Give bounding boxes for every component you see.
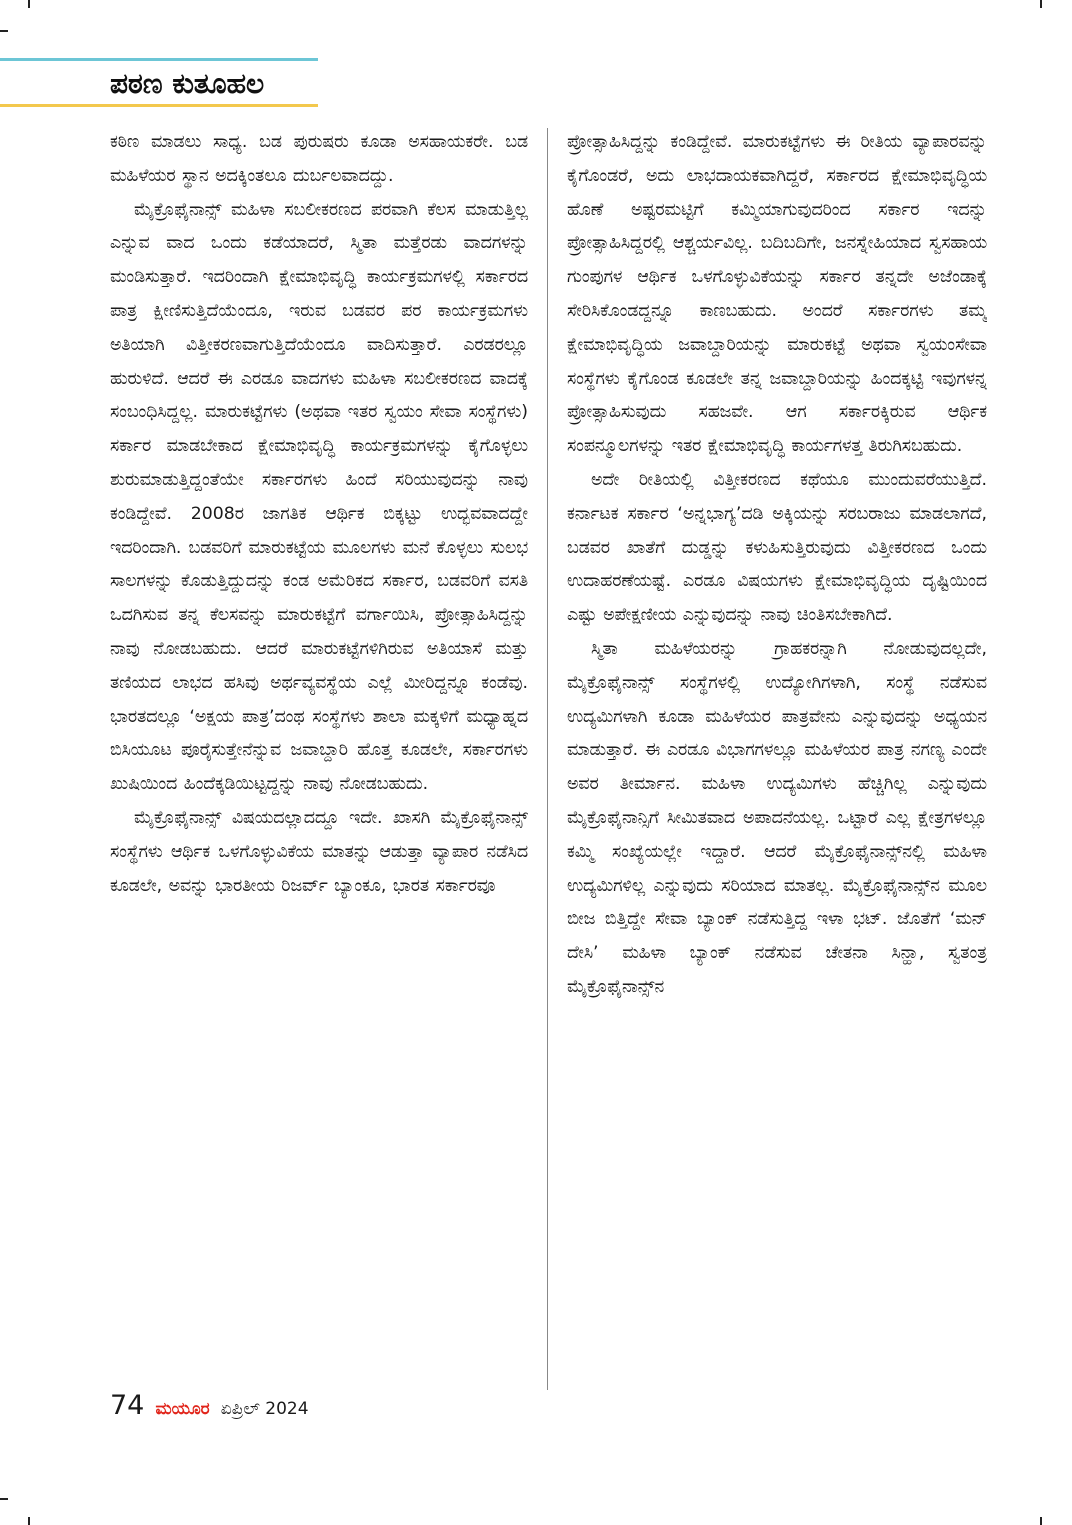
section-header (0, 58, 318, 108)
crop-mark-left-upper (0, 30, 8, 32)
section-title: ಪಠಣ ಕುತೂಹಲ (110, 67, 265, 100)
crop-mark-left-lower (0, 1498, 8, 1500)
crop-mark-top-left (28, 0, 30, 8)
crop-mark-bottom-left (28, 1517, 30, 1525)
section-rule-bottom (0, 104, 318, 107)
crop-mark-bottom-right (1040, 1517, 1042, 1525)
column-divider (547, 128, 548, 1390)
right-column (567, 126, 987, 1392)
left-paragraph-3: ಮೈಕ್ರೊಫೈನಾನ್ಸ್ ವಿಷಯದಲ್ಲಾದದ್ದೂ ಇದೇ. ಖಾಸಗಿ ಮೈಕ್ರೊಫೈನಾನ್ಸ್ ಸಂಸ್ಥೆಗಳು ಆರ್ಥಿಕ ಒಳಗೊಳ್ಳುವಿಕೆಯ ಮಾತನ್ನು ಆಡುತ್ತಾ ವ್ಯಾಪಾರ ನಡೆಸಿದ ಕೂಡಲೇ, ಅವನ್ನು ಭಾರತೀಯ ರಿಜರ್ವ್ ಬ್ಯಾಂಕೂ, ಭಾರತ ಸರ್ಕಾರವೂ (110, 807, 528, 896)
page-footer (110, 1390, 309, 1430)
left-paragraph-2: ಮೈಕ್ರೊಫೈನಾನ್ಸ್ ಮಹಿಳಾ ಸಬಲೀಕರಣದ ಪರವಾಗಿ ಕೆಲಸ ಮಾಡುತ್ತಿಲ್ಲ ಎನ್ನುವ ವಾದ ಒಂದು ಕಡೆಯಾದರೆ, ಸ್ಮಿತಾ ಮತ್ತೆರಡು ವಾದಗಳನ್ನು ಮಂಡಿಸುತ್ತಾರೆ. ಇದರಿಂದಾಗಿ ಕ್ಷೇಮಾಭಿವೃದ್ಧಿ ಕಾರ್ಯಕ್ರಮಗಳಲ್ಲಿ ಸರ್ಕಾರದ ಪಾತ್ರ ಕ್ಷೀಣಿಸುತ್ತಿದೆಯೆಂದೂ, ಇರುವ ಬಡವರ ಪರ ಕಾರ್ಯಕ್ರಮಗಳು ಅತಿಯಾಗಿ ವಿತ್ತೀಕರಣವಾಗುತ್ತಿದೆಯೆಂದೂ ವಾದಿಸುತ್ತಾರೆ. ಎರಡರಲ್ಲೂ ಹುರುಳಿದೆ. ಆದರೆ ಈ ಎರಡೂ ವಾದಗಳು ಮಹಿಳಾ ಸಬಲೀಕರಣದ ವಾದಕ್ಕೆ ಸಂಬಂಧಿಸಿದ್ದಲ್ಲ. ಮಾರುಕಟ್ಟೆಗಳು (ಅಥವಾ ಇತರ ಸ್ವಯಂ ಸೇವಾ ಸಂಸ್ಥೆಗಳು) ಸರ್ಕಾರ ಮಾಡಬೇಕಾದ ಕ್ಷೇಮಾಭಿವೃದ್ಧಿ ಕಾರ್ಯಕ್ರಮಗಳನ್ನು ಕೈಗೊಳ್ಳಲು ಶುರುಮಾಡುತ್ತಿದ್ದಂತೆಯೇ ಸರ್ಕಾರಗಳು ಹಿಂದೆ ಸರಿಯುವುದನ್ನು ನಾವು ಕಂಡಿದ್ದೇವೆ. 2008ರ ಜಾಗತಿಕ ಆರ್ಥಿಕ ಬಿಕ್ಕಟ್ಟು ಉದ್ಭವವಾದದ್ದೇ ಇದರಿಂದಾಗಿ. ಬಡವರಿಗೆ ಮಾರುಕಟ್ಟೆಯ ಮೂಲಗಳು ಮನೆ ಕೊಳ್ಳಲು ಸುಲಭ ಸಾಲಗಳನ್ನು ಕೊಡುತ್ತಿದ್ದುದನ್ನು ಕಂಡ ಅಮೆರಿಕದ ಸರ್ಕಾರ, ಬಡವರಿಗೆ ವಸತಿ ಒದಗಿಸುವ ತನ್ನ ಕೆಲಸವನ್ನು ಮಾರುಕಟ್ಟೆಗೆ ವರ್ಗಾಯಿಸಿ, ಪ್ರೋತ್ಸಾಹಿಸಿದ್ದನ್ನು ನಾವು ನೋಡಬಹುದು. ಆದರೆ ಮಾರುಕಟ್ಟೆಗಳಿಗಿರುವ ಅತಿಯಾಸೆ ಮತ್ತು ತಣಿಯದ ಲಾಭದ ಹಸಿವು ಅರ್ಥವ್ಯವಸ್ಥೆಯ ಎಲ್ಲೆ ಮೀರಿದ್ದನ್ನೂ ಕಂಡೆವು. ಭಾರತದಲ್ಲೂ ‘ಅಕ್ಷಯ ಪಾತ್ರ’ದಂಥ ಸಂಸ್ಥೆಗಳು ಶಾಲಾ ಮಕ್ಕಳಿಗೆ ಮಧ್ಯಾಹ್ನದ ಬಿಸಿಯೂಟ ಪೂರೈಸುತ್ತೇನೆನ್ನುವ ಜವಾಬ್ದಾರಿ ಹೊತ್ತ ಕೂಡಲೇ, ಸರ್ಕಾರಗಳು ಖುಷಿಯಿಂದ ಹಿಂದೆಕ್ಕಡಿಯಿಟ್ಟದ್ದನ್ನು ನಾವು ನೋಡಬಹುದು. (110, 199, 528, 795)
section-rule-top (0, 58, 318, 61)
right-paragraph-2: ಅದೇ ರೀತಿಯಲ್ಲಿ ವಿತ್ತೀಕರಣದ ಕಥೆಯೂ ಮುಂದುವರೆಯುತ್ತಿದೆ. ಕರ್ನಾಟಕ ಸರ್ಕಾರ ‘ಅನ್ನಭಾಗ್ಯ’ದಡಿ ಅಕ್ಕಿಯನ್ನು ಸರಬರಾಜು ಮಾಡಲಾಗದೆ, ಬಡವರ ಖಾತೆಗೆ ದುಡ್ಡನ್ನು ಕಳುಹಿಸುತ್ತಿರುವುದು ವಿತ್ತೀಕರಣದ ಒಂದು ಉದಾಹರಣೆಯಷ್ಟೆ. ಎರಡೂ ವಿಷಯಗಳು ಕ್ಷೇಮಾಭಿವೃದ್ಧಿಯ ದೃಷ್ಟಿಯಿಂದ ಎಷ್ಟು ಅಪೇಕ್ಷಣೀಯ ಎನ್ನುವುದನ್ನು ನಾವು ಚಿಂತಿಸಬೇಕಾಗಿದೆ. (567, 469, 987, 626)
page-number: 74 (110, 1390, 145, 1421)
right-paragraph-1: ಪ್ರೋತ್ಸಾಹಿಸಿದ್ದನ್ನು ಕಂಡಿದ್ದೇವೆ. ಮಾರುಕಟ್ಟೆಗಳು ಈ ರೀತಿಯ ವ್ಯಾಪಾರವನ್ನು ಕೈಗೊಂಡರೆ, ಅದು ಲಾಭದಾಯಕವಾಗಿದ್ದರೆ, ಸರ್ಕಾರದ ಕ್ಷೇಮಾಭಿವೃದ್ಧಿಯ ಹೊಣೆ ಅಷ್ಟರಮಟ್ಟಿಗೆ ಕಮ್ಮಿಯಾಗುವುದರಿಂದ ಸರ್ಕಾರ ಇದನ್ನು ಪ್ರೋತ್ಸಾಹಿಸಿದ್ದರಲ್ಲಿ ಆಶ್ಚರ್ಯವಿಲ್ಲ. ಬದಿಬದಿಗೇ, ಜನಸ್ನೇಹಿಯಾದ ಸ್ವಸಹಾಯ ಗುಂಪುಗಳ ಆರ್ಥಿಕ ಒಳಗೊಳ್ಳುವಿಕೆಯನ್ನು ಸರ್ಕಾರ ತನ್ನದೇ ಅಜೆಂಡಾಕ್ಕೆ ಸೇರಿಸಿಕೊಂಡದ್ದನ್ನೂ ಕಾಣಬಹುದು. ಅಂದರೆ ಸರ್ಕಾರಗಳು ತಮ್ಮ ಕ್ಷೇಮಾಭಿವೃದ್ಧಿಯ ಜವಾಬ್ದಾರಿಯನ್ನು ಮಾರುಕಟ್ಟೆ ಅಥವಾ ಸ್ವಯಂಸೇವಾ ಸಂಸ್ಥೆಗಳು ಕೈಗೊಂಡ ಕೂಡಲೇ ತನ್ನ ಜವಾಬ್ದಾರಿಯನ್ನು ಹಿಂದಕ್ಕಟ್ಟಿ ಇವುಗಳನ್ನ ಪ್ರೋತ್ಸಾಹಿಸುವುದು ಸಹಜವೇ. ಆಗ ಸರ್ಕಾರಕ್ಕಿರುವ ಆರ್ಥಿಕ ಸಂಪನ್ಮೂಲಗಳನ್ನು ಇತರ ಕ್ಷೇಮಾಭಿವೃದ್ಧಿ ಕಾರ್ಯಗಳತ್ತ ತಿರುಗಿಸಬಹುದು. (567, 132, 987, 457)
crop-mark-top-right (1040, 0, 1042, 8)
left-paragraph-1: ಕಠಿಣ ಮಾಡಲು ಸಾಧ್ಯ. ಬಡ ಪುರುಷರು ಕೂಡಾ ಅಸಹಾಯಕರೇ. ಬಡ ಮಹಿಳೆಯರ ಸ್ಥಾನ ಅದಕ್ಕಿಂತಲೂ ದುರ್ಬಲವಾದದ್ದು. (110, 132, 528, 186)
issue-date: ಏಪ್ರಿಲ್ 2024 (220, 1399, 309, 1419)
magazine-logo: ಮಯೂರ (155, 1399, 210, 1419)
right-paragraph-3: ಸ್ಮಿತಾ ಮಹಿಳೆಯರನ್ನು ಗ್ರಾಹಕರನ್ನಾಗಿ ನೋಡುವುದಲ್ಲದೇ, ಮೈಕ್ರೊಫೈನಾನ್ಸ್ ಸಂಸ್ಥೆಗಳಲ್ಲಿ ಉದ್ಯೋಗಿಗಳಾಗಿ, ಸಂಸ್ಥೆ ನಡೆಸುವ ಉದ್ಯಮಿಗಳಾಗಿ ಕೂಡಾ ಮಹಿಳೆಯರ ಪಾತ್ರವೇನು ಎನ್ನುವುದನ್ನು ಅಧ್ಯಯನ ಮಾಡುತ್ತಾರೆ. ಈ ಎರಡೂ ವಿಭಾಗಗಳಲ್ಲೂ ಮಹಿಳೆಯರ ಪಾತ್ರ ನಗಣ್ಯ ಎಂದೇ ಅವರ ತೀರ್ಮಾನ. ಮಹಿಳಾ ಉದ್ಯಮಿಗಳು ಹೆಚ್ಚಿಗಿಲ್ಲ ಎನ್ನುವುದು ಮೈಕ್ರೊಫೈನಾನ್ಸಿಗೆ ಸೀಮಿತವಾದ ಅಪಾದನೆಯಲ್ಲ. ಒಟ್ಟಾರೆ ಎಲ್ಲ ಕ್ಷೇತ್ರಗಳಲ್ಲೂ ಕಮ್ಮಿ ಸಂಖ್ಯೆಯಲ್ಲೇ ಇದ್ದಾರೆ. ಆದರೆ ಮೈಕ್ರೊಫೈನಾನ್ಸ್‌ನಲ್ಲಿ ಮಹಿಳಾ ಉದ್ಯಮಿಗಳಿಲ್ಲ ಎನ್ನುವುದು ಸರಿಯಾದ ಮಾತಲ್ಲ. ಮೈಕ್ರೊಫೈನಾನ್ಸ್‌ನ ಮೂಲ ಬೀಜ ಬಿತ್ತಿದ್ದೇ ಸೇವಾ ಬ್ಯಾಂಕ್ ನಡೆಸುತ್ತಿದ್ದ ಇಳಾ ಭಟ್. ಜೊತೆಗೆ ‘ಮನ್ ದೇಸಿ’ ಮಹಿಳಾ ಬ್ಯಾಂಕ್ ನಡೆಸುವ ಚೇತನಾ ಸಿನ್ಹಾ, ಸ್ವತಂತ್ರ ಮೈಕ್ರೊಫೈನಾನ್ಸ್‌ನ (567, 638, 987, 997)
left-column (110, 126, 528, 1392)
